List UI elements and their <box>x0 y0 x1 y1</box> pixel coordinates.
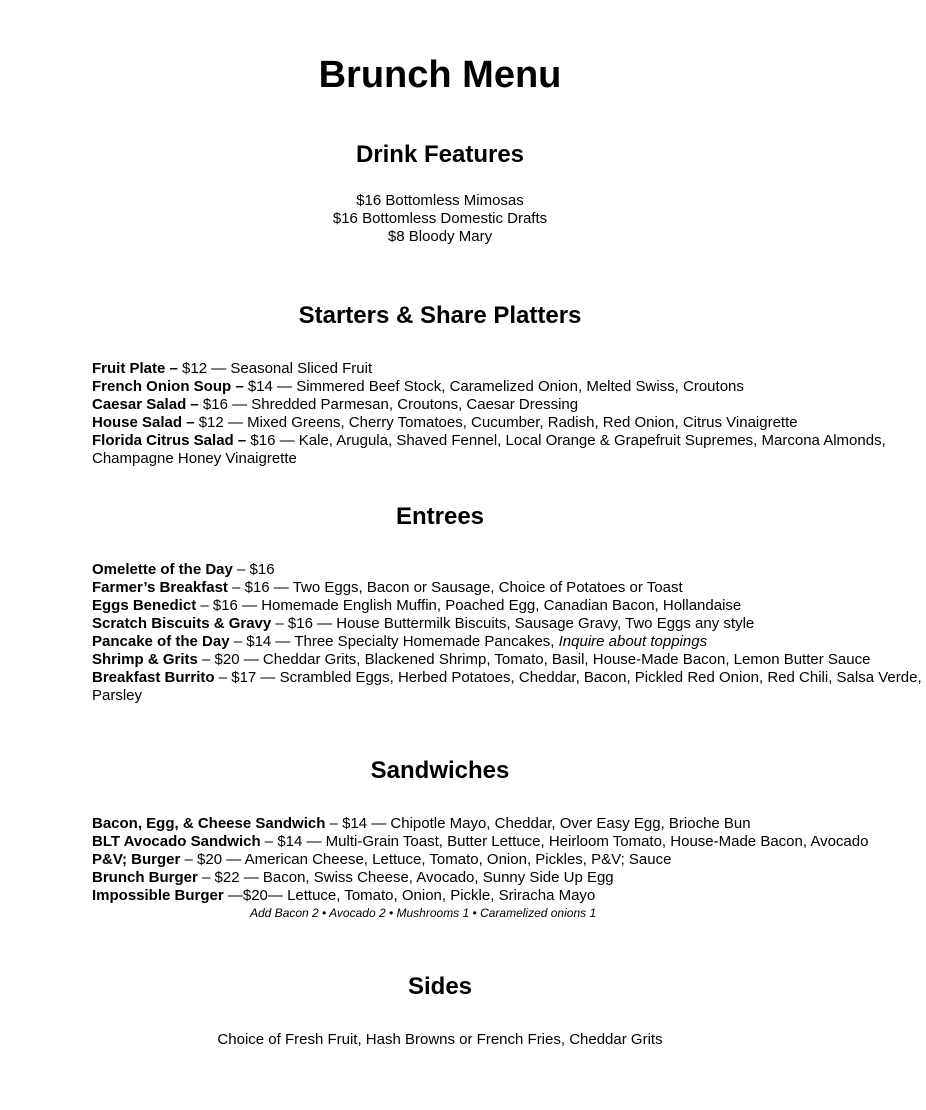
item-details: – $17 — Scrambled Eggs, Herbed Potatoes, Cheddar, Bacon, Pickled Red Onion, Red Chili, Salsa Verde, Parsley <box>92 669 922 704</box>
item-name: Florida Citrus Salad – <box>92 432 247 449</box>
item-details: – $14 — Three Specialty Homemade Pancakes, <box>229 633 559 650</box>
item-name: Shrimp & Grits <box>92 651 198 668</box>
item-name: Brunch Burger <box>92 869 198 886</box>
sides-text: Choice of Fresh Fruit, Hash Browns or French Fries, Cheddar Grits <box>217 1031 663 1048</box>
drink-features-list <box>0 192 880 246</box>
starters-list <box>92 360 922 468</box>
menu-item <box>92 378 922 396</box>
item-name: Caesar Salad – <box>92 396 199 413</box>
item-details: – $16 — Homemade English Muffin, Poached Egg, Canadian Bacon, Hollandaise <box>196 597 742 614</box>
menu-item <box>92 579 922 597</box>
sides-heading: Sides <box>407 973 473 1000</box>
menu-item <box>92 396 922 414</box>
item-name: Eggs Benedict <box>92 597 197 614</box>
item-details: – $14 — Chipotle Mayo, Cheddar, Over Easy Egg, Brioche Bun <box>325 815 751 832</box>
menu-item <box>92 432 922 468</box>
drink-line: $16 Bottomless Mimosas <box>356 192 524 209</box>
drink-line: $8 Bloody Mary <box>387 228 493 245</box>
menu-item <box>92 360 922 378</box>
burger-addons-note: Add Bacon 2 • Avocado 2 • Mushrooms 1 • Caramelized onions 1 <box>250 906 597 920</box>
item-name: Farmer’s Breakfast <box>92 579 228 596</box>
item-details: – $20 — American Cheese, Lettuce, Tomato, Onion, Pickles, P&V; Sauce <box>180 851 672 868</box>
item-name: P&V; Burger <box>92 851 181 868</box>
menu-item <box>92 833 922 851</box>
entrees-list <box>92 561 922 705</box>
menu-item <box>92 561 922 579</box>
menu-item <box>92 651 922 669</box>
drink-line: $16 Bottomless Domestic Drafts <box>332 210 548 227</box>
drink-features-heading: Drink Features <box>355 141 525 168</box>
entrees-heading: Entrees <box>395 503 485 530</box>
menu-item <box>92 597 922 615</box>
menu-title: Brunch Menu <box>318 54 562 96</box>
item-details: $12 — Seasonal Sliced Fruit <box>177 360 373 377</box>
menu-item <box>92 414 922 432</box>
item-name: Impossible Burger <box>92 887 224 904</box>
item-details: – $20 — Cheddar Grits, Blackened Shrimp, Tomato, Basil, House-Made Bacon, Lemon Butter Sauce <box>197 651 871 668</box>
sandwiches-heading: Sandwiches <box>370 757 510 784</box>
menu-item <box>92 869 922 887</box>
item-name: Bacon, Egg, & Cheese Sandwich <box>92 815 326 832</box>
item-name: Pancake of the Day <box>92 633 230 650</box>
menu-item <box>92 887 922 905</box>
menu-item <box>92 669 922 705</box>
item-details: —$20— Lettuce, Tomato, Onion, Pickle, Sriracha Mayo <box>223 887 596 904</box>
item-name: House Salad – <box>92 414 195 431</box>
menu-item <box>92 815 922 833</box>
item-name: BLT Avocado Sandwich <box>92 833 261 850</box>
menu-item <box>92 633 922 651</box>
menu-item <box>92 615 922 633</box>
item-details: $14 — Simmered Beef Stock, Caramelized Onion, Melted Swiss, Croutons <box>243 378 744 395</box>
item-name: Scratch Biscuits & Gravy <box>92 615 272 632</box>
item-name: Fruit Plate – <box>92 360 178 377</box>
item-details: $12 — Mixed Greens, Cherry Tomatoes, Cucumber, Radish, Red Onion, Citrus Vinaigrette <box>194 414 798 431</box>
item-name: Omelette of the Day <box>92 561 233 578</box>
item-details: $16 — Shredded Parmesan, Croutons, Caesar Dressing <box>198 396 579 413</box>
menu-item <box>92 851 922 869</box>
item-details: – $16 <box>232 561 275 578</box>
item-name: Breakfast Burrito <box>92 669 215 686</box>
starters-heading: Starters & Share Platters <box>298 302 582 329</box>
item-note: Inquire about toppings <box>558 633 708 650</box>
item-details: – $16 — Two Eggs, Bacon or Sausage, Choice of Potatoes or Toast <box>227 579 683 596</box>
item-details: – $14 — Multi-Grain Toast, Butter Lettuce, Heirloom Tomato, House-Made Bacon, Avocado <box>260 833 869 850</box>
item-details: – $22 — Bacon, Swiss Cheese, Avocado, Sunny Side Up Egg <box>197 869 614 886</box>
item-details: $16 — Kale, Arugula, Shaved Fennel, Local Orange & Grapefruit Supremes, Marcona Almonds, Champagne Honey Vinaigrette <box>92 432 886 467</box>
item-name: French Onion Soup – <box>92 378 244 395</box>
item-details: – $16 — House Buttermilk Biscuits, Sausage Gravy, Two Eggs any style <box>271 615 755 632</box>
sandwiches-list <box>92 815 922 905</box>
